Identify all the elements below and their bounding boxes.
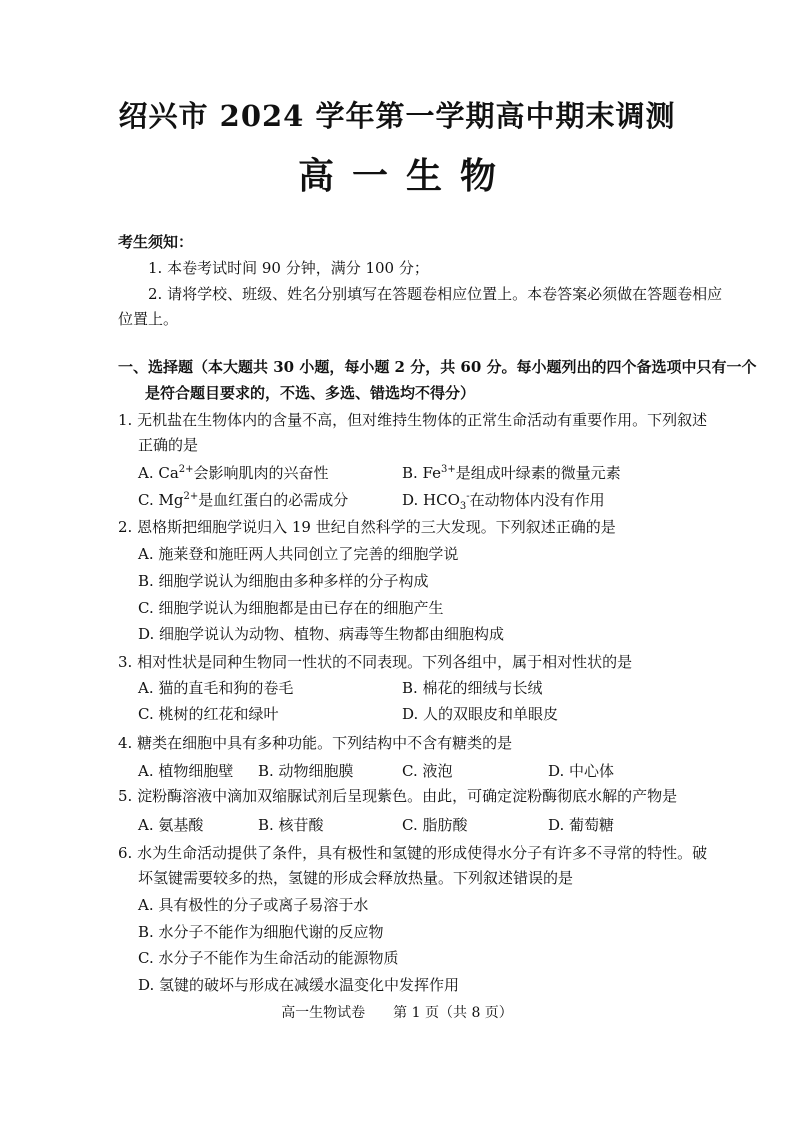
q3-option-a: A. 猫的直毛和狗的卷毛 <box>138 679 294 697</box>
q1-option-c: C. $Mg^{2+}$是血红蛋白的必需成分 <box>138 491 349 509</box>
q1-option-d: D. $HCO_3^-$在动物体内没有作用 <box>402 491 605 512</box>
notice-heading: 考生须知： <box>118 233 194 251</box>
q1-stem-line-1: 1. 无机盐在生物体内的含量不高，但对维持生物体的正常生命活动有重要作用。下列叙述 <box>118 411 708 429</box>
q6-stem-line-1: 6. 水为生命活动提供了条件，具有极性和氢键的形成使得水分子有许多不寻常的特性。破 <box>118 844 708 862</box>
q3-option-c: C. 桃树的红花和绿叶 <box>138 705 279 723</box>
q2-option-b: B. 细胞学说认为细胞由多种多样的分子构成 <box>138 572 429 590</box>
q3-option-d: D. 人的双眼皮和单眼皮 <box>402 705 559 723</box>
q1-option-b: B. $Fe^{3+}$是组成叶绿素的微量元素 <box>402 464 621 482</box>
q4-option-d: D. 中心体 <box>548 762 615 780</box>
q4-option-c: C. 液泡 <box>402 762 453 780</box>
q2-option-a: A. 施莱登和施旺两人共同创立了完善的细胞学说 <box>138 545 459 563</box>
q4-option-a: A. 植物细胞壁 <box>138 762 234 780</box>
notice-item-1: 1. 本卷考试时间 90 分钟，满分 100 分； <box>148 259 429 277</box>
q5-option-b: B. 核苷酸 <box>258 816 324 834</box>
q2-stem: 2. 恩格斯把细胞学说归入 19 世纪自然科学的三大发现。下列叙述正确的是 <box>118 518 616 536</box>
notice-item-2-line-2: 位置上。 <box>118 310 179 328</box>
q4-stem: 4. 糖类在细胞中具有多种功能。下列结构中不含有糖类的是 <box>118 734 513 752</box>
q6-option-c: C. 水分子不能作为生命活动的能源物质 <box>138 949 399 967</box>
q6-option-a: A. 具有极性的分子或离子易溶于水 <box>138 896 369 914</box>
q5-option-d: D. 葡萄糖 <box>548 816 615 834</box>
q3-option-b: B. 棉花的细绒与长绒 <box>402 679 543 697</box>
subject-title: 高一生物 <box>297 155 514 197</box>
q5-option-c: C. 脂肪酸 <box>402 816 468 834</box>
q6-option-b: B. 水分子不能作为细胞代谢的反应物 <box>138 923 384 941</box>
section-1-heading-cont: 是符合题目要求的，不选、多选、错选均不得分） <box>145 384 476 402</box>
q6-stem-line-2: 坏氢键需要较多的热，氢键的形成会释放热量。下列叙述错误的是 <box>138 869 574 887</box>
q6-option-d: D. 氢键的破坏与形成在减缓水温变化中发挥作用 <box>138 976 460 994</box>
page-footer: 高一生物试卷 第 1 页（共 8 页） <box>281 1005 513 1021</box>
q3-stem: 3. 相对性状是同种生物同一性状的不同表现。下列各组中，属于相对性状的是 <box>118 653 633 671</box>
q4-option-b: B. 动物细胞膜 <box>258 762 354 780</box>
section-1-heading: 一、选择题（本大题共 30 小题，每小题 2 分，共 60 分。每小题列出的四个备选项中只有一个 <box>118 358 757 376</box>
q1-option-a: A. $Ca^{2+}$会影响肌肉的兴奋性 <box>138 464 329 482</box>
q2-option-d: D. 细胞学说认为动物、植物、病毒等生物都由细胞构成 <box>138 625 505 643</box>
q5-stem: 5. 淀粉酶溶液中滴加双缩脲试剂后呈现紫色。由此，可确定淀粉酶彻底水解的产物是 <box>118 787 678 805</box>
q5-option-a: A. 氨基酸 <box>138 816 204 834</box>
q1-stem-line-2: 正确的是 <box>138 436 199 454</box>
q2-option-c: C. 细胞学说认为细胞都是由已存在的细胞产生 <box>138 599 444 617</box>
notice-item-2-line-1: 2. 请将学校、班级、姓名分别填写在答题卷相应位置上。本卷答案必须做在答题卷相应 <box>148 285 723 303</box>
exam-title: 绍兴市 2024 学年第一学期高中期末调测 <box>118 99 676 133</box>
